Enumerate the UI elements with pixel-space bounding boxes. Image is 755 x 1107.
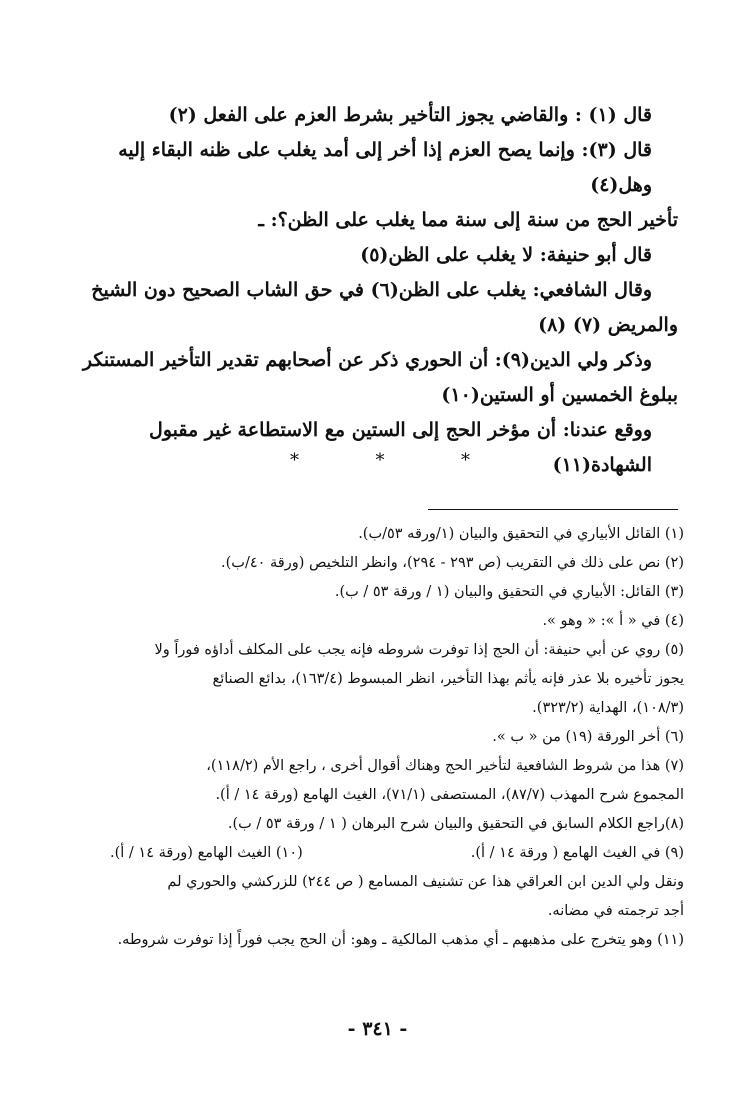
footnote: (٣) القائل: الأبياري في التحقيق والبيان (١ / ورقة ٥٣ / ب). bbox=[334, 584, 684, 600]
text-line: قال (١) : والقاضي يجوز التأخير بشرط العزم على الفعل (٢) bbox=[168, 104, 652, 126]
footnote: (١٠) الغيث الهامع (ورقة ١٤ / أ). bbox=[110, 845, 303, 861]
text-line: قال (٣): وإنما يصح العزم إذا أخر إلى أمد يغلب على ظنه البقاء إليه وهل(٤) bbox=[118, 139, 652, 196]
footnote-continuation: أجد ترجمته في مضانه. bbox=[547, 903, 684, 919]
page-number: - ٣٤١ - bbox=[347, 1018, 408, 1040]
footnote-pair bbox=[70, 839, 684, 868]
text-line: والمريض (٧) (٨) bbox=[538, 314, 678, 336]
footnote: (٨)راجع الكلام السابق في التحقيق والبيان شرح البرهان ( ١ / ورقة ٥٣ / ب). bbox=[227, 816, 684, 832]
text-line: وقال الشافعي: يغلب على الظن(٦) في حق الشاب الصحيح دون الشيخ bbox=[91, 279, 652, 301]
text-line: قال أبو حنيفة: لا يغلب على الظن(٥) bbox=[360, 244, 652, 266]
footnote: (٩) في الغيث الهامع ( ورقة ١٤ / أ). bbox=[470, 845, 684, 861]
footnote: (١) القائل الأبياري في التحقيق والبيان (١/ورقه ٥٣/ب). bbox=[358, 526, 684, 542]
footnote-continuation: (١٠٨/٣)، الهداية (٣٢٣/٢). bbox=[532, 700, 684, 716]
main-text bbox=[72, 98, 678, 483]
asterisk-ornament: * bbox=[290, 450, 299, 471]
footnote: (٤) في « أ »: « وهو ». bbox=[542, 613, 684, 629]
footnote-continuation: المجموع شرح المهذب (٨٧/٧)، المستصفى (٧١/١)، الغيث الهامع (ورقة ١٤ / أ). bbox=[215, 787, 684, 803]
asterisk-ornament: * bbox=[461, 450, 470, 471]
text-line: تأخير الحج من سنة إلى سنة مما يغلب على الظن؟: ـ bbox=[258, 209, 678, 231]
text-line: وذكر ولي الدين(٩): أن الحوري ذكر عن أصحابهم تقدير التأخير المستنكر bbox=[82, 349, 652, 371]
text-line: ببلوغ الخمسين أو الستين(١٠) bbox=[441, 384, 678, 406]
footnote: (٧) هذا من شروط الشافعية لتأخير الحج وهناك أقوال أخرى ، راجع الأم (١١٨/٢)، bbox=[206, 758, 684, 774]
footnote-continuation: ونقل ولي الدين ابن العراقي هذا عن تشنيف المسامع ( ص ٢٤٤) للزركشي والحوري لم bbox=[167, 874, 684, 890]
footnote-continuation: يجوز تأخيره بلا عذر فإنه يأثم بهذا التأخير، انظر المبسوط (١٦٣/٤)، بدائع الصنائع bbox=[212, 671, 684, 687]
footnote-divider bbox=[428, 509, 678, 510]
text-line: ووقع عندنا: أن مؤخر الحج إلى الستين مع الاستطاعة غير مقبول الشهادة(١١) bbox=[149, 419, 652, 476]
footnote: (٥) روي عن أبي حنيفة: أن الحج إذا توفرت شروطه فإنه يجب على المكلف أداؤه فوراً ولا bbox=[154, 642, 684, 658]
section-separator bbox=[290, 450, 470, 471]
footnotes bbox=[70, 520, 684, 955]
asterisk-ornament: * bbox=[375, 450, 385, 471]
footnote: (٦) أخر الورقة (١٩) من « ب ». bbox=[492, 729, 684, 745]
footnote: (٢) نص على ذلك في التقريب (ص ٢٩٣ - ٢٩٤)، وانظر التلخيص (ورقة ٤٠/ب). bbox=[221, 555, 684, 571]
footnote: (١١) وهو يتخرج على مذهبهم ـ أي مذهب المالكية ـ وهو: أن الحج يجب فوراً إذا توفرت شروطه. bbox=[117, 932, 684, 948]
